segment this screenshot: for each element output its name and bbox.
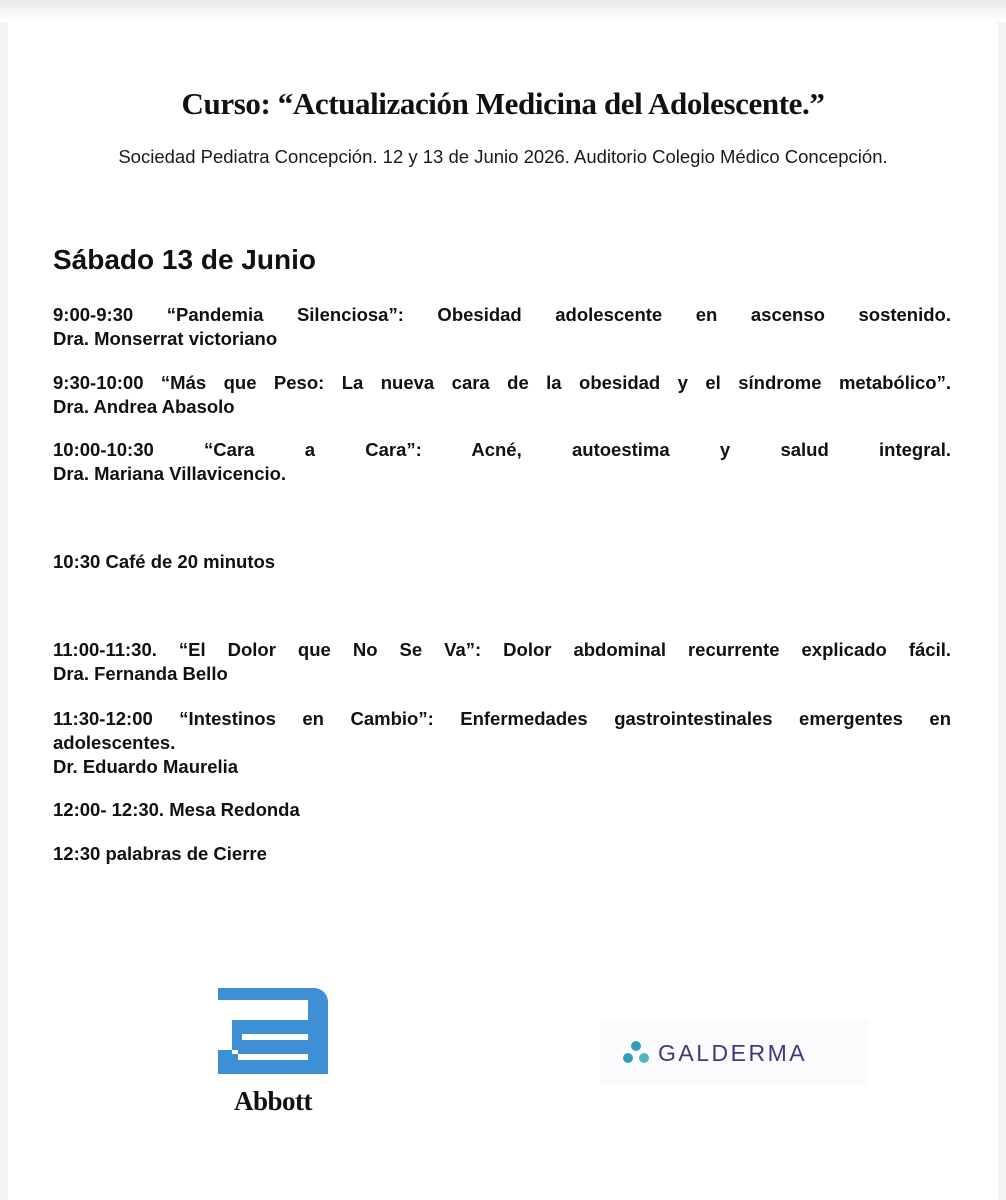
schedule-item: [53, 371, 951, 419]
galderma-wordmark: GALDERMA: [658, 1040, 808, 1066]
schedule-item-speaker: Dra. Monserrat victoriano: [53, 328, 278, 349]
schedule-item: [53, 842, 951, 866]
schedule-item-speaker: Dra. Mariana Villavicencio.: [53, 463, 287, 484]
schedule-item-title-cont: adolescentes.: [53, 732, 176, 753]
schedule-item-title: 11:00-11:30. “El Dolor que No Se Va”: Dolor abdominal recurrente explicado fácil.: [53, 639, 951, 660]
course-subtitle: Sociedad Pediatra Concepción. 12 y 13 de Junio 2026. Auditorio Colegio Médico Concepción.: [118, 146, 888, 167]
galderma-logo: [600, 1020, 868, 1086]
abbott-symbol-icon: [218, 988, 328, 1084]
schedule-item-title: 12:00- 12:30. Mesa Redonda: [53, 799, 300, 820]
galderma-dots-icon: [622, 1040, 662, 1070]
schedule-item: [53, 438, 951, 486]
schedule-item-title: 12:30 palabras de Cierre: [53, 843, 267, 864]
page-top-edge: [0, 0, 1006, 22]
course-title: Curso: “Actualización Medicina del Adolescente.”: [181, 86, 825, 121]
schedule-item-speaker: Dr. Eduardo Maurelia: [53, 756, 239, 777]
schedule-item-speaker: Dra. Andrea Abasolo: [53, 396, 235, 417]
abbott-logo: [218, 988, 328, 1118]
schedule-item: [53, 303, 951, 351]
schedule-item-title: 11:30-12:00 “Intestinos en Cambio”: Enfermedades gastrointestinales emergentes en: [53, 708, 951, 729]
day-heading: Sábado 13 de Junio: [53, 244, 316, 275]
schedule-item-break: [53, 550, 951, 574]
schedule-item: [53, 707, 951, 779]
schedule-item-title: 10:00-10:30 “Cara a Cara”: Acné, autoestima y salud integral.: [53, 439, 951, 460]
schedule-item-title: 9:30-10:00 “Más que Peso: La nueva cara de la obesidad y el síndrome metabólico”.: [53, 372, 951, 393]
schedule-item-title: 10:30 Café de 20 minutos: [53, 551, 276, 572]
schedule-item: [53, 638, 951, 686]
schedule-item-title: 9:00-9:30 “Pandemia Silenciosa”: Obesidad adolescente en ascenso sostenido.: [53, 304, 951, 325]
schedule-item-speaker: Dra. Fernanda Bello: [53, 663, 228, 684]
abbott-wordmark: Abbott: [233, 1086, 312, 1116]
schedule-item: [53, 798, 951, 822]
